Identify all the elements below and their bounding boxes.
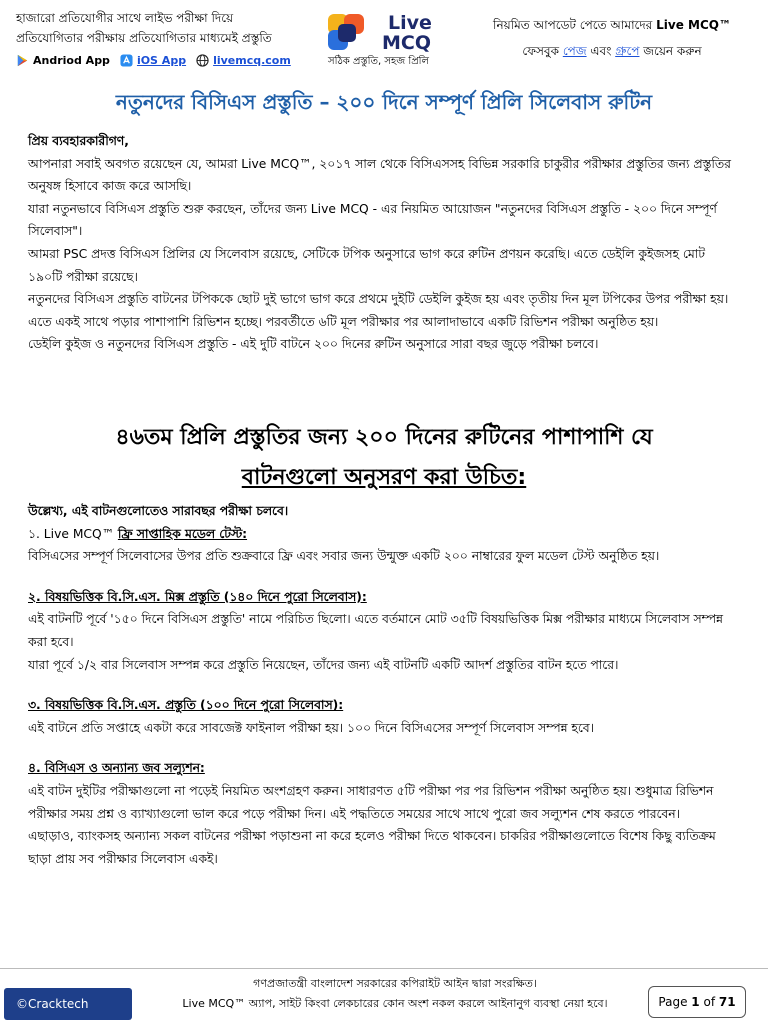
list-item-3-title: ৩. বিষয়ভিত্তিক বি.সি.এস. প্রস্তুতি (১০০ দিনে পুরো সিলেবাস): [28, 698, 344, 713]
footer-warning-line: Live MCQ™ অ্যাপ, সাইট কিংবা লেকচারের কোন অংশ নকল করলে আইনানুগ ব্যবস্থা নেয়া হবে। [182, 997, 608, 1010]
intro-paragraph-2: যারা নতুনভাবে বিসিএস প্রস্তুতি শুরু করছেন, তাঁদের জন্য Live MCQ - এর নিয়মিত আয়োজন "নতুনদের বিসিএস প্রস্তুতি - ২০০ দিনে সম্পূর্ণ সিলেবাস"। [28, 201, 717, 239]
website-label: livemcq.com [213, 54, 291, 67]
item-1-heading: ফ্রি সাপ্তাহিক মডেল টেস্ট: [117, 526, 248, 541]
list-note: উল্লেখ্য, এই বাটনগুলোতেও সারাবছর পরীক্ষা চলবে। [28, 504, 289, 518]
facebook-page-link[interactable]: পেজ [562, 44, 587, 58]
list-item-1-body: বিসিএসের সম্পূর্ণ সিলেবাসের উপর প্রতি শুক্রবারে ফ্রি এবং সবার জন্য উন্মুক্ত একটি ২০০ নাম্বারের ফুল মডেল টেস্ট অনুষ্ঠিত হয়। [28, 549, 660, 564]
recommended-buttons-list [28, 500, 740, 870]
logo-word-live: Live [388, 12, 432, 34]
page-number: 1 [691, 995, 700, 1009]
page-of: of [699, 995, 719, 1009]
list-item-2-body-2: যারা পূর্বে ১/২ বার সিলেবাস সম্পন্ন করে প্রস্তুতি নিয়েছেন, তাঁদের জন্য এই বাটনটি একটি আদর্শ প্রস্তুতির বাটন হতে পারে। [28, 657, 619, 672]
ios-app-label: iOS App [136, 54, 187, 67]
footer-divider [0, 968, 768, 969]
intro-paragraph-5: ডেইলি কুইজ ও নতুনদের বিসিএস প্রস্তুতি - এই দুটি বাটনে ২০০ দিনের রুটিন অনুসারে সারা বছর জুড়ে পরীক্ষা চলবে। [28, 337, 599, 352]
item-1-number: ১. Live MCQ™ [28, 526, 118, 541]
copyright-badge: ©Cracktech [4, 988, 132, 1020]
header-tagline-2: প্রতিযোগিতার পরীক্ষায় প্রতিযোগিতার মাধ্যমেই প্রস্তুতি [16, 31, 272, 45]
section-heading-line-2: বাটনগুলো অনুসরণ করা উচিত: [241, 465, 527, 490]
section-heading-line-1: ৪৬তম প্রিলি প্রস্তুতির জন্য ২০০ দিনের রুটিনের পাশাপাশি যে [115, 425, 653, 450]
page-label: Page [658, 995, 692, 1009]
header-tagline-1: হাজারো প্রতিযোগীর সাথে লাইভ পরীক্ষা দিয়ে [16, 11, 234, 25]
list-item-2-title: ২. বিষয়ভিত্তিক বি.সি.এস. মিক্স প্রস্তুতি (১৪০ দিনে পুরো সিলেবাস): [28, 589, 367, 604]
website-link[interactable] [196, 54, 291, 67]
intro-section [28, 130, 740, 356]
intro-paragraph-4: নতুনদের বিসিএস প্রস্তুতি বাটনের টপিককে ছোট দুই ভাগে ভাগ করে প্রথমে দুইটি ডেইলি কুইজ হয় এবং তৃতীয় দিন মূল টপিকের উপর পরীক্ষা হয়। এতে একই সাথে পড়ার পাশাপাশি রিভিশন হচ্ছে। পরবর্তীতে ৬টি মূল পরীক্ষার পর আলাদাভাবে একটি রিভিশন পরীক্ষা অনুষ্ঠিত হয়। [28, 292, 729, 329]
android-app-link[interactable] [16, 54, 110, 67]
and-text: এবং [586, 44, 616, 58]
android-app-label: Andriod App [33, 54, 110, 67]
live-mcq-logo [326, 8, 456, 68]
header-right [472, 12, 752, 64]
brand-name: Live MCQ™ [656, 18, 731, 32]
list-item-4-title: ৪. বিসিএস ও অন্যান্য জব সল্যুশন: [28, 761, 205, 776]
footer-notice [150, 974, 640, 1014]
ios-app-link[interactable] [120, 54, 186, 67]
list-item-1-title [28, 523, 740, 546]
list-item-4-body-1: এই বাটন দুইটির পরীক্ষাগুলো না পড়েই নিয়মিত অংশগ্রহণ করুন। সাধারণত ৫টি পরীক্ষা পর পর রিভিশন পরীক্ষা অনুষ্ঠিত হয়। শুধুমাত্র রিভিশন পরীক্ষার সময় প্রশ্ন ও ব্যাখ্যাগুলো ভাল করে পড়ে পরীক্ষা দিন। এই পদ্ধতিতে সময়ের সাথে সাথে পুরো জব সল্যুশন শেষ করতে পারবেন। [28, 783, 714, 821]
facebook-line [472, 38, 752, 64]
update-text: নিয়মিত আপডেট পেতে আমাদের [493, 18, 657, 32]
logo-tagline: সঠিক প্রস্তুতি, সহজ প্রিলি [328, 56, 429, 67]
list-item-4-body-2: এছাড়াও, ব্যাংকসহ অন্যান্য সকল বাটনের পরীক্ষা পড়াশুনা না করে হলেও পরীক্ষা দিতে থাকবেন। চাকরির পরীক্ষাগুলোতে বিশেষ কিছু ব্যতিক্রম ছাড়া প্রায় সব পরীক্ষার সিলেবাস একই। [28, 829, 716, 866]
page-header [0, 0, 768, 82]
logo-mark-icon [326, 12, 366, 52]
facebook-text: ফেসবুক [522, 44, 563, 58]
logo-word-mcq: MCQ [382, 32, 432, 54]
page-total: 71 [718, 995, 736, 1009]
app-store-icon [120, 54, 133, 67]
footer-copyright-line: গণপ্রজাতন্ত্রী বাংলাদেশ সরকারের কপিরাইট আইন দ্বারা সংরক্ষিত। [253, 977, 537, 990]
join-text: জয়েন করুন [639, 44, 702, 58]
facebook-group-link[interactable]: গ্রুপে [615, 44, 640, 58]
intro-paragraph-1: আপনারা সবাই অবগত রয়েছেন যে, আমরা Live MCQ™, ২০১৭ সাল থেকে বিসিএসসহ বিভিন্ন সরকারি চাকুরীর পরীক্ষার প্রস্তুতির জন্য প্রস্তুতির অনুষঙ্গ হিসাবে কাজ করে আসছি। [28, 156, 731, 194]
google-play-icon [16, 54, 29, 67]
page-title: নতুনদের বিসিএস প্রস্তুতি – ২০০ দিনে সম্পূর্ণ প্রিলি সিলেবাস রুটিন [115, 90, 653, 114]
app-links [16, 54, 316, 67]
list-item-2-body-1: এই বাটনটি পূর্বে '১৫০ দিনে বিসিএস প্রস্তুতি' নামে পরিচিত ছিলো। এতে বর্তমানে মোট ৩৫টি বিষয়ভিত্তিক মিক্স পরীক্ষার মাধ্যমে সিলেবাস সম্পন্ন করা হবে। [28, 612, 723, 649]
update-line [472, 12, 752, 38]
salutation: প্রিয় ব্যবহারকারীগণ, [28, 134, 129, 148]
header-left [16, 8, 316, 67]
list-item-3-body: এই বাটনে প্রতি সপ্তাহে একটা করে সাবজেক্ট ফাইনাল পরীক্ষা হয়। ১০০ দিনে বিসিএসের সম্পূর্ণ সিলেবাস সম্পন্ন হবে। [28, 720, 595, 735]
page-indicator [648, 986, 746, 1018]
intro-paragraph-3: আমরা PSC প্রদত্ত বিসিএস প্রিলির যে সিলেবাস রয়েছে, সেটিকে টপিক অনুসারে ভাগ করে রুটিন প্রণয়ন করেছি। এতে ডেইলি কুইজসহ মোট ১৯০টি পরীক্ষা রয়েছে। [28, 246, 705, 284]
globe-icon [196, 54, 209, 67]
